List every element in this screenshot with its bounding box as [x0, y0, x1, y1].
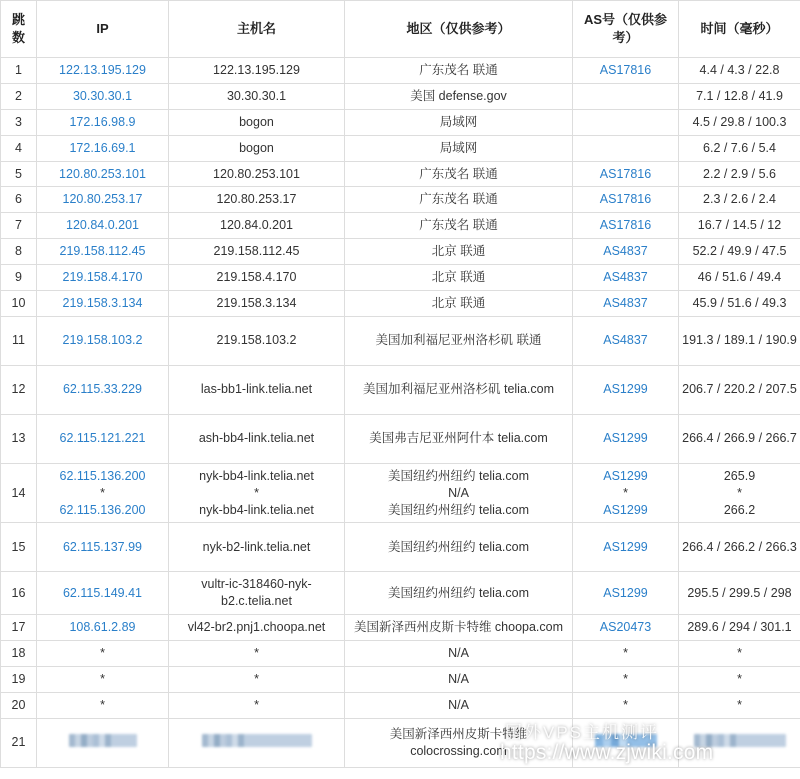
cell-hostname: 122.13.195.129 [169, 58, 345, 84]
ip-link[interactable]: 219.158.112.45 [59, 244, 146, 259]
cell-time: 265.9 * 266.2 [679, 463, 800, 523]
cell-asn [573, 135, 679, 161]
ip-link[interactable]: 62.115.136.200 [59, 502, 146, 517]
cell-region: 北京 联通 [345, 239, 573, 265]
cell-region: 广东茂名 联通 [345, 187, 573, 213]
table-row [1, 666, 800, 692]
cell-ip[interactable] [37, 83, 169, 109]
cell-ip[interactable] [37, 265, 169, 291]
cell-asn[interactable]: AS1299 * AS1299 [573, 463, 679, 523]
cell-hostname: ash-bb4-link.telia.net [169, 414, 345, 463]
cell-time: * [679, 692, 800, 718]
cell-asn[interactable] [573, 316, 679, 365]
asn-link[interactable]: AS17816 [599, 192, 652, 207]
table-header-row [1, 1, 800, 58]
cell-hostname: nyk-b2-link.telia.net [169, 523, 345, 572]
cell-time: 7.1 / 12.8 / 41.9 [679, 83, 800, 109]
column-header-time: 时间（毫秒） [679, 1, 800, 58]
cell-hop: 3 [1, 109, 37, 135]
cell-region: N/A [345, 692, 573, 718]
table-row [1, 290, 800, 316]
cell-hop: 4 [1, 135, 37, 161]
cell-ip[interactable] [37, 523, 169, 572]
redacted-time [694, 734, 786, 747]
cell-hostname: bogon [169, 109, 345, 135]
cell-hostname: * [169, 666, 345, 692]
cell-asn[interactable] [573, 187, 679, 213]
asn-link[interactable]: AS17816 [599, 166, 652, 181]
table-row [1, 463, 800, 523]
cell-asn: * [573, 692, 679, 718]
cell-ip[interactable] [37, 161, 169, 187]
cell-region: 美国新泽西州皮斯卡特维 choopa.com [345, 615, 573, 641]
table-body [1, 58, 800, 768]
cell-ip: * [37, 666, 169, 692]
column-header-ip: IP [37, 1, 169, 58]
cell-hostname: nyk-bb4-link.telia.net * nyk-bb4-link.telia.net [169, 463, 345, 523]
cell-time: 266.4 / 266.9 / 266.7 [679, 414, 800, 463]
cell-hop: 17 [1, 615, 37, 641]
cell-ip[interactable] [37, 58, 169, 84]
cell-hop: 12 [1, 365, 37, 414]
ip-link[interactable]: 122.13.195.129 [59, 63, 146, 77]
cell-asn[interactable] [573, 523, 679, 572]
table-row [1, 213, 800, 239]
cell-hostname: * [169, 641, 345, 667]
redacted-ip [69, 734, 137, 747]
table-row [1, 109, 800, 135]
cell-region: 美国新泽西州皮斯卡特维 colocrossing.com [345, 718, 573, 767]
cell-asn: * [573, 641, 679, 667]
cell-region: 美国弗吉尼亚州阿什本 telia.com [345, 414, 573, 463]
cell-hop: 7 [1, 213, 37, 239]
column-header-hostname: 主机名 [169, 1, 345, 58]
cell-hop: 11 [1, 316, 37, 365]
cell-hostname: 219.158.3.134 [169, 290, 345, 316]
cell-asn[interactable] [573, 265, 679, 291]
cell-region: 广东茂名 联通 [345, 58, 573, 84]
table-row [1, 161, 800, 187]
cell-ip[interactable] [37, 414, 169, 463]
ip-link[interactable]: 62.115.136.200 [59, 468, 146, 483]
cell-time: 4.5 / 29.8 / 100.3 [679, 109, 800, 135]
cell-ip[interactable]: 62.115.136.200 * 62.115.136.200 [37, 463, 169, 523]
cell-hostname: 120.80.253.101 [169, 161, 345, 187]
column-header-hop: 跳数 [1, 1, 37, 58]
table-row [1, 572, 800, 615]
cell-asn [573, 83, 679, 109]
redacted-asn [595, 734, 657, 747]
cell-ip [37, 718, 169, 767]
cell-asn [573, 718, 679, 767]
table-row [1, 523, 800, 572]
cell-hostname: 30.30.30.1 [169, 83, 345, 109]
cell-asn[interactable] [573, 239, 679, 265]
watermark-site-url: https://www.zjwiki.com [500, 741, 714, 764]
cell-region: 局域网 [345, 109, 573, 135]
cell-region: 局域网 [345, 135, 573, 161]
cell-hop: 1 [1, 58, 37, 84]
cell-hop: 6 [1, 187, 37, 213]
cell-time: 6.2 / 7.6 / 5.4 [679, 135, 800, 161]
cell-ip[interactable] [37, 213, 169, 239]
asn-link[interactable]: AS4837 [603, 295, 648, 310]
cell-hop: 2 [1, 83, 37, 109]
cell-ip[interactable] [37, 290, 169, 316]
ip-link[interactable]: 62.115.137.99 [62, 539, 142, 554]
cell-hop: 13 [1, 414, 37, 463]
cell-asn[interactable] [573, 213, 679, 239]
cell-time: 2.3 / 2.6 / 2.4 [679, 187, 800, 213]
watermark-chinese: 国外VPS主机测评 [505, 723, 660, 742]
asn-link[interactable]: AS4837 [603, 333, 648, 348]
ip-link[interactable]: 62.115.149.41 [62, 585, 142, 600]
ip-link[interactable]: 30.30.30.1 [72, 88, 133, 103]
cell-region: N/A [345, 666, 573, 692]
cell-hop: 9 [1, 265, 37, 291]
cell-time [679, 718, 800, 767]
cell-hop: 20 [1, 692, 37, 718]
ip-link[interactable]: 219.158.4.170 [62, 270, 143, 284]
cell-asn[interactable] [573, 365, 679, 414]
cell-ip[interactable] [37, 316, 169, 365]
asn-link[interactable]: AS1299 [603, 585, 648, 600]
cell-region: N/A [345, 641, 573, 667]
cell-region: 美国纽约州纽约 telia.com [345, 572, 573, 615]
cell-ip[interactable] [37, 365, 169, 414]
table-row [1, 718, 800, 767]
cell-hop: 16 [1, 572, 37, 615]
cell-asn[interactable] [573, 161, 679, 187]
cell-asn[interactable] [573, 58, 679, 84]
cell-time: 52.2 / 49.9 / 47.5 [679, 239, 800, 265]
table-row [1, 58, 800, 84]
table-row [1, 641, 800, 667]
cell-asn[interactable] [573, 615, 679, 641]
ip-link[interactable]: 219.158.3.134 [62, 295, 143, 310]
cell-hop: 8 [1, 239, 37, 265]
ip-link[interactable]: 172.16.98.9 [69, 114, 136, 129]
cell-asn: * [573, 666, 679, 692]
column-header-asn: AS号（仅供参考） [573, 1, 679, 58]
cell-ip[interactable] [37, 135, 169, 161]
cell-ip[interactable] [37, 109, 169, 135]
table-row [1, 135, 800, 161]
ip-link[interactable]: 172.16.69.1 [69, 140, 136, 155]
cell-hostname [169, 718, 345, 767]
cell-region: 美国纽约州纽约 telia.com N/A 美国纽约州纽约 telia.com [345, 463, 573, 523]
table-header [1, 1, 800, 58]
asn-link[interactable]: AS1299 [603, 431, 648, 446]
cell-hop: 14 [1, 463, 37, 523]
table-row [1, 692, 800, 718]
asn-link[interactable]: AS4837 [603, 244, 648, 259]
cell-region: 美国加利福尼亚州洛杉矶 联通 [345, 316, 573, 365]
cell-time: 2.2 / 2.9 / 5.6 [679, 161, 800, 187]
cell-time: 191.3 / 189.1 / 190.9 [679, 316, 800, 365]
cell-hostname: 219.158.103.2 [169, 316, 345, 365]
asn-link[interactable]: AS20473 [599, 620, 652, 635]
ip-link[interactable]: 108.61.2.89 [69, 620, 136, 635]
ip-link[interactable]: 120.80.253.17 [62, 192, 143, 207]
cell-ip[interactable] [37, 615, 169, 641]
table-row [1, 187, 800, 213]
cell-region: 美国 defense.gov [345, 83, 573, 109]
cell-time: * [679, 666, 800, 692]
cell-ip[interactable] [37, 187, 169, 213]
cell-asn[interactable] [573, 290, 679, 316]
cell-hostname: 219.158.4.170 [169, 265, 345, 291]
cell-time: 4.4 / 4.3 / 22.8 [679, 58, 800, 84]
asn-link[interactable]: AS1299 [603, 502, 648, 517]
cell-hostname: * [169, 692, 345, 718]
table-row [1, 83, 800, 109]
cell-region: 美国纽约州纽约 telia.com [345, 523, 573, 572]
cell-time: 16.7 / 14.5 / 12 [679, 213, 800, 239]
asn-link[interactable]: AS17816 [599, 218, 652, 233]
cell-ip[interactable] [37, 239, 169, 265]
cell-hostname: 120.84.0.201 [169, 213, 345, 239]
table-row [1, 316, 800, 365]
ip-link[interactable]: 62.115.121.221 [59, 431, 146, 446]
cell-region: 北京 联通 [345, 265, 573, 291]
ip-link[interactable]: 120.80.253.101 [59, 166, 146, 181]
cell-hop: 10 [1, 290, 37, 316]
ip-link[interactable]: 62.115.33.229 [62, 382, 142, 397]
cell-hostname: 219.158.112.45 [169, 239, 345, 265]
cell-hostname: 120.80.253.17 [169, 187, 345, 213]
cell-asn [573, 109, 679, 135]
ip-link[interactable]: 219.158.103.2 [62, 333, 143, 348]
table-row [1, 365, 800, 414]
cell-hostname: las-bb1-link.telia.net [169, 365, 345, 414]
ip-link[interactable]: 120.84.0.201 [66, 218, 139, 233]
cell-hop: 15 [1, 523, 37, 572]
cell-time: * [679, 641, 800, 667]
table-row [1, 239, 800, 265]
cell-region: 广东茂名 联通 [345, 213, 573, 239]
cell-asn[interactable] [573, 414, 679, 463]
cell-time: 45.9 / 51.6 / 49.3 [679, 290, 800, 316]
cell-hop: 19 [1, 666, 37, 692]
asn-link[interactable]: AS4837 [603, 270, 648, 284]
cell-region: 美国加利福尼亚州洛杉矶 telia.com [345, 365, 573, 414]
asn-link[interactable]: AS1299 [603, 539, 648, 554]
cell-hop: 18 [1, 641, 37, 667]
cell-region: 北京 联通 [345, 290, 573, 316]
cell-time: 289.6 / 294 / 301.1 [679, 615, 800, 641]
cell-hostname: vl42-br2.pnj1.choopa.net [169, 615, 345, 641]
table-row [1, 414, 800, 463]
cell-hop: 5 [1, 161, 37, 187]
cell-ip[interactable] [37, 572, 169, 615]
cell-hostname: bogon [169, 135, 345, 161]
cell-time: 46 / 51.6 / 49.4 [679, 265, 800, 291]
asn-link[interactable]: AS1299 [603, 382, 648, 397]
cell-region: 广东茂名 联通 [345, 161, 573, 187]
cell-time: 266.4 / 266.2 / 266.3 [679, 523, 800, 572]
cell-time: 206.7 / 220.2 / 207.5 [679, 365, 800, 414]
table-row [1, 615, 800, 641]
table-row [1, 265, 800, 291]
asn-link[interactable]: AS1299 [603, 468, 648, 483]
cell-time: 295.5 / 299.5 / 298 [679, 572, 800, 615]
cell-asn[interactable] [573, 572, 679, 615]
redacted-hostname [202, 734, 312, 747]
cell-ip: * [37, 641, 169, 667]
cell-hostname: vultr-ic-318460-nyk-b2.c.telia.net [169, 572, 345, 615]
asn-link[interactable]: AS17816 [599, 63, 652, 77]
column-header-region: 地区（仅供参考） [345, 1, 573, 58]
cell-ip: * [37, 692, 169, 718]
cell-hop: 21 [1, 718, 37, 767]
